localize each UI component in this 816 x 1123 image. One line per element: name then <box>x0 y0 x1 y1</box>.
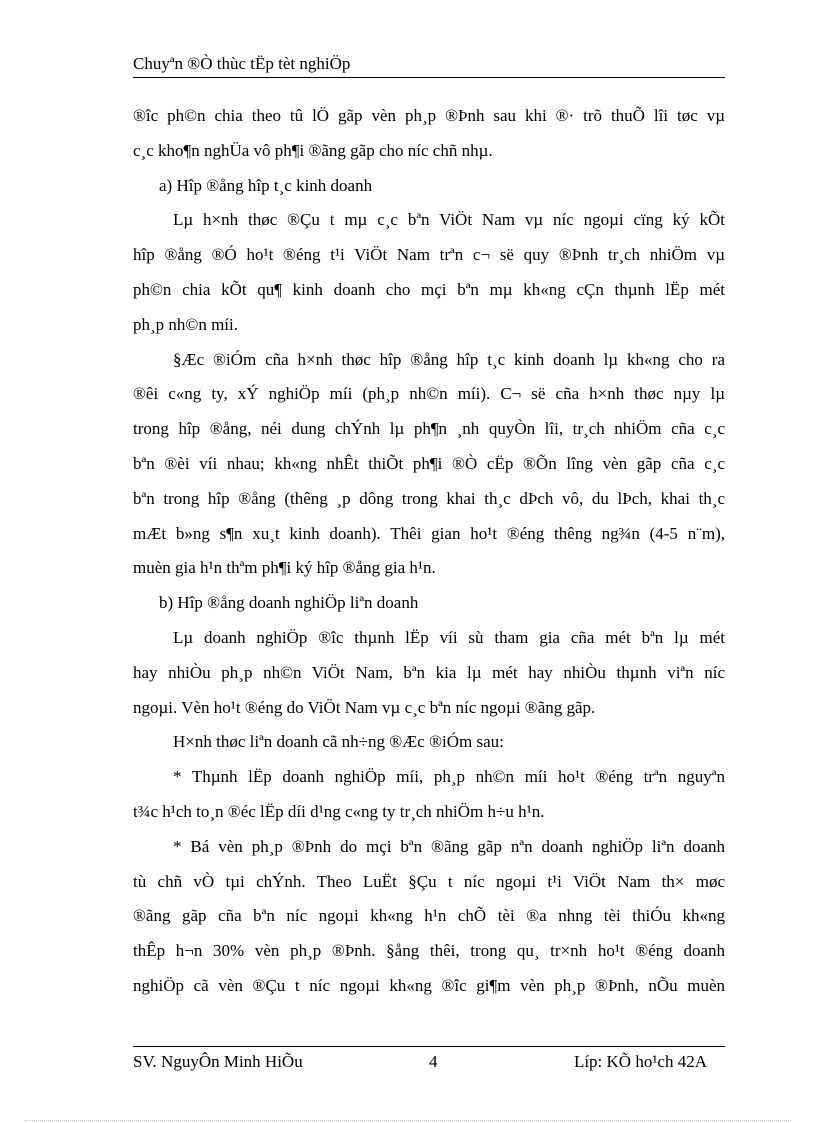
text-line: ®îc ph©n chia theo tû lÖ gãp vèn ph¸p ®Þnh sau khi ®· trõ thuÕ lîi tøc vµ <box>133 106 725 125</box>
text-line: muèn gia h¹n thªm ph¶i ký hîp ®ång gia h¹n. <box>133 558 436 578</box>
text-line: b) Hîp ®ång doanh nghiÖp liªn doanh <box>159 593 419 613</box>
text-line: ph©n chia kÕt qu¶ kinh doanh cho mçi bªn mµ kh«ng cÇn thµnh lËp mét <box>133 279 725 299</box>
footer-class: Líp: KÕ ho¹ch 42A <box>573 1052 707 1071</box>
page-header <box>133 51 725 78</box>
footer-author: SV. NguyÔn Minh HiÕu <box>133 1052 303 1071</box>
page-bottom-divider <box>25 1120 791 1121</box>
text-line: * Thµnh lËp doanh nghiÖp míi, ph¸p nh©n míi ho¹t ®éng trªn nguyªn <box>173 767 725 787</box>
document-body <box>133 99 725 1004</box>
text-line: a) Hîp ®ång hîp t¸c kinh doanh <box>159 175 373 195</box>
text-line: bªn ®èi víi nhau; kh«ng nhÊt thiÕt ph¶i ®Ò cËp ®Õn lîng vèn gãp cña c¸c <box>133 453 725 473</box>
header-title: Chuyªn ®Ò thùc tËp tèt nghiÖp <box>133 54 351 73</box>
text-line: ph¸p nh©n míi. <box>133 314 238 334</box>
text-line: trong hîp ®ång, néi dung chÝnh lµ ph¶n ¸nh quyÒn lîi, tr¸ch nhiÖm cña c¸c <box>133 419 725 439</box>
text-line: tù chñ vÒ tµi chÝnh. Theo LuËt §Çu t níc ngoµi t¹i ViÖt Nam th× møc <box>133 871 725 891</box>
text-line: t¾c h¹ch to¸n ®éc lËp díi d¹ng c«ng ty tr¸ch nhiÖm h÷u h¹n. <box>133 801 545 821</box>
text-line: ®êi c«ng ty, xÝ nghiÖp míi (ph¸p nh©n míi). C¬ së cña h×nh thøc nµy lµ <box>133 384 725 404</box>
text-line: Lµ h×nh thøc ®Çu t mµ c¸c bªn ViÖt Nam vµ níc ngoµi cïng ký kÕt <box>173 210 725 230</box>
text-line: ®ãng gãp cña bªn níc ngoµi kh«ng h¹n chÕ tèi ®a nhng tèi thiÓu kh«ng <box>133 906 725 926</box>
page-number: 4 <box>429 1052 438 1071</box>
text-line: hay nhiÒu ph¸p nh©n ViÖt Nam, bªn kia lµ mét hay nhiÒu thµnh viªn níc <box>133 662 725 682</box>
text-line: mÆt b»ng s¶n xu¸t kinh doanh). Thêi gian ho¹t ®éng thêng ng¾n (4-5 n¨m), <box>133 523 725 543</box>
text-line: bªn trong hîp ®ång (thêng ¸p dông trong khai th¸c dÞch vô, du lÞch, khai th¸c <box>133 488 725 508</box>
text-line: nghiÖp cã vèn ®Çu t níc ngoµi kh«ng ®îc gi¶m vèn ph¸p ®Þnh, nÕu muèn <box>133 975 725 995</box>
text-line: Lµ doanh nghiÖp ®îc thµnh lËp víi sù tham gia cña mét bªn lµ mét <box>173 627 725 647</box>
text-line: §Æc ®iÓm cña h×nh thøc hîp ®ång hîp t¸c kinh doanh lµ kh«ng cho ra <box>173 349 725 369</box>
text-line: c¸c kho¶n nghÜa vô ph¶i ®ãng gãp cho níc chñ nhµ. <box>133 140 493 160</box>
text-line: thÊp h¬n 30% vèn ph¸p ®Þnh. §ång thêi, trong qu¸ tr×nh ho¹t ®éng doanh <box>133 941 725 961</box>
text-line: hîp ®ång ®Ó ho¹t ®éng t¹i ViÖt Nam trªn c¬ së quy ®Þnh tr¸ch nhiÖm vµ <box>133 245 725 265</box>
text-line: H×nh thøc liªn doanh cã nh÷ng ®Æc ®iÓm sau: <box>173 732 504 752</box>
text-line: * Bá vèn ph¸p ®Þnh do mçi bªn ®ãng gãp nªn doanh nghiÖp liªn doanh <box>173 836 725 856</box>
text-line: ngoµi. Vèn ho¹t ®éng do ViÖt Nam vµ c¸c bªn níc ngoµi ®ãng gãp. <box>133 697 596 717</box>
page-footer <box>133 1046 725 1077</box>
